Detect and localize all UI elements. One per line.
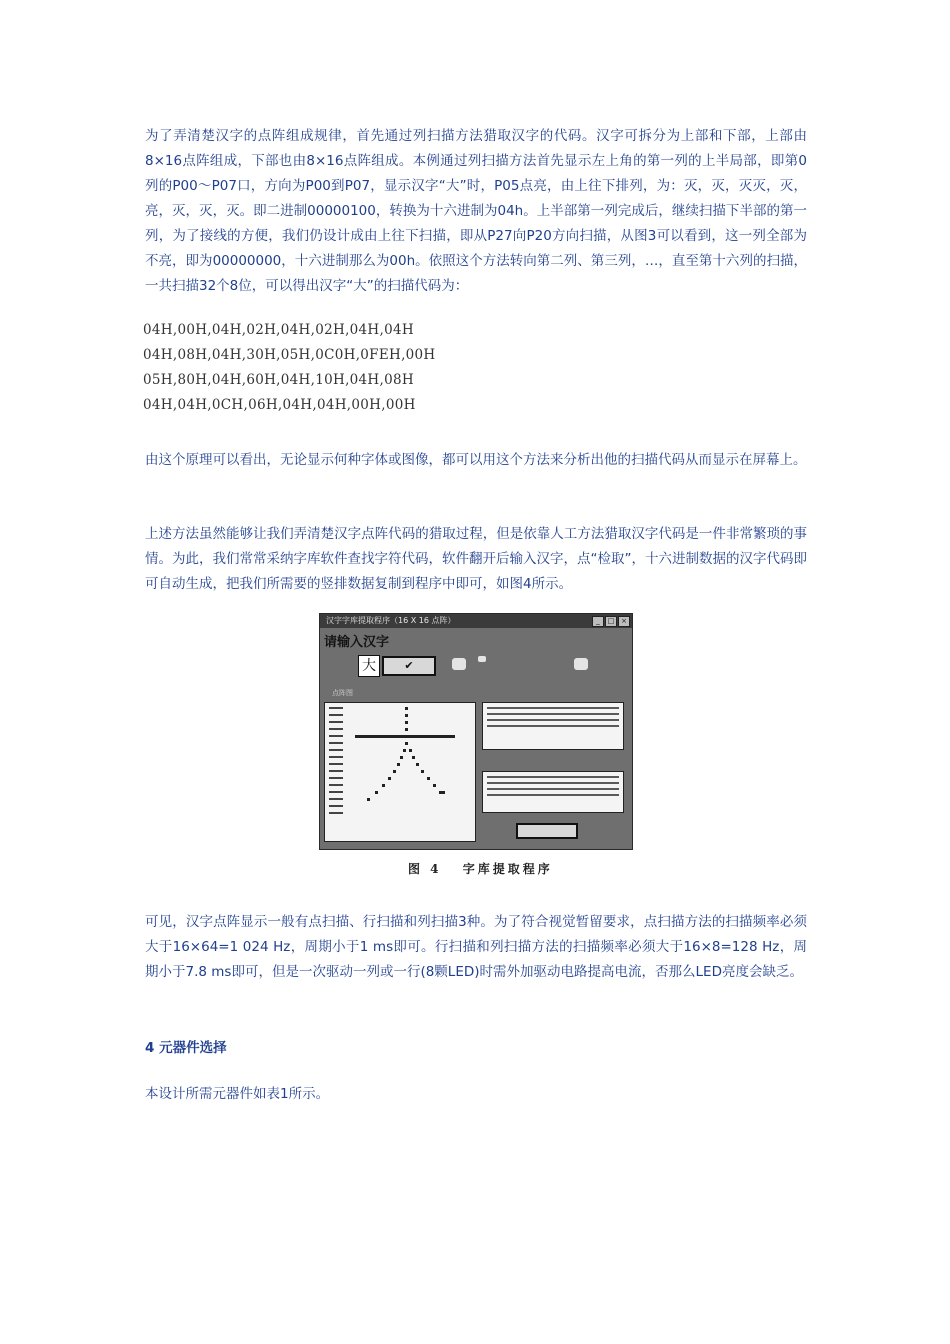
figure-window-titlebar (320, 614, 632, 628)
figure-hex-output-panel-vertical (482, 771, 624, 813)
hex-output-line (487, 707, 619, 709)
figure-decoration-icon (574, 658, 588, 670)
paragraph-font-software: 上述方法虽然能够让我们弄清楚汉字点阵代码的猎取过程，但是依靠人工方法猎取汉字代码是一件非常繁琐的事情。为此，我们常常采纳字库软件查找字符代码，软件翻开后输入汉字，点“检取”，十六进制数据的汉字代码即可自动生成，把我们所需要的竖排数据复制到程序中即可，如图4所示。 (145, 526, 807, 592)
paragraph-scan-methods: 可见，汉字点阵显示一般有点扫描、行扫描和列扫描3种。为了符合视觉暂留要求，点扫描方法的扫描频率必须大于16×64=1 024 Hz，周期小于1 ms即可。行扫描和列扫描方法的扫描频率必须大于16×8=128 Hz，周期小于7.8 ms即可，但是一次驱动一列或一行(8颗LED)时需外加驱动电路提高电流，否那么LED亮度会缺乏。 (145, 914, 807, 980)
paragraph-principle-conclusion: 由这个原理可以看出，无论显示何种字体或图像，都可以用这个方法来分析出他的扫描代码从而显示在屏幕上。 (145, 452, 807, 468)
dot-matrix-graphic (325, 703, 475, 841)
paragraph-scan-principle: 为了弄清楚汉字的点阵组成规律，首先通过列扫描方法猎取汉字的代码。汉字可拆分为上部和下部，上部由8×16点阵组成，下部也由8×16点阵组成。本例通过列扫描方法首先显示左上角的第一列的上半局部，即第0列的P00～P07口，方向为P00到P07，显示汉字“大”时，P05点亮，由上往下排列，为：灭，灭，灭灭，灭，亮，灭，灭，灭。即二进制00000100，转换为十六进制为04h。上半部第一列完成后，继续扫描下半部的第一列，为了接线的方便，我们仍设计成由上往下扫描，即从P27向P20方向扫描，从图3可以看到，这一列全部为不亮，即为00000000，十六进制那么为00h。依照这个方法转向第二列、第三列，…，直至第十六列的扫描，一共扫描32个8位，可以得出汉字“大”的扫描代码为： (145, 128, 807, 294)
figure-check-button: ✔ (382, 656, 436, 676)
figure-decoration-icon (452, 658, 466, 670)
figure-hex-output-panel (482, 702, 624, 750)
figure-caption-text: 字库提取程序 (462, 862, 553, 876)
paragraph-components: 本设计所需元器件如表1所示。 (145, 1086, 330, 1102)
hex-output-line (487, 794, 619, 796)
figure-dot-matrix-panel (324, 702, 476, 842)
close-icon: × (618, 616, 630, 627)
maximize-icon: □ (605, 616, 617, 627)
scan-code-block (143, 318, 436, 418)
hex-output-line (487, 776, 619, 778)
figure-grid-label: 点阵图 (332, 689, 353, 697)
figure-decoration-icon (478, 656, 486, 662)
hex-output-line (487, 788, 619, 790)
code-line: 04H,00H,04H,02H,04H,02H,04H,04H (143, 322, 414, 338)
figure-font-extraction-screenshot (319, 613, 633, 850)
code-line: 04H,04H,0CH,06H,04H,04H,00H,00H (143, 397, 416, 413)
figure-caption (408, 860, 553, 877)
figure-caption-number: 图 4 (408, 862, 442, 876)
figure-prompt-label: 请输入汉字 (324, 635, 390, 650)
hex-output-line (487, 725, 619, 727)
code-line: 05H,80H,04H,60H,04H,10H,04H,08H (143, 372, 414, 388)
hex-output-line (487, 782, 619, 784)
hex-output-line (487, 719, 619, 721)
figure-window-title: 汉字字库提取程序（16 X 16 点阵） (326, 616, 456, 625)
section-heading: 4 元器件选择 (145, 1040, 227, 1056)
minimize-icon: _ (592, 616, 604, 627)
hex-output-line (487, 713, 619, 715)
figure-save-button (516, 823, 578, 839)
code-line: 04H,08H,04H,30H,05H,0C0H,0FEH,00H (143, 347, 436, 363)
figure-char-input: 大 (358, 655, 380, 677)
